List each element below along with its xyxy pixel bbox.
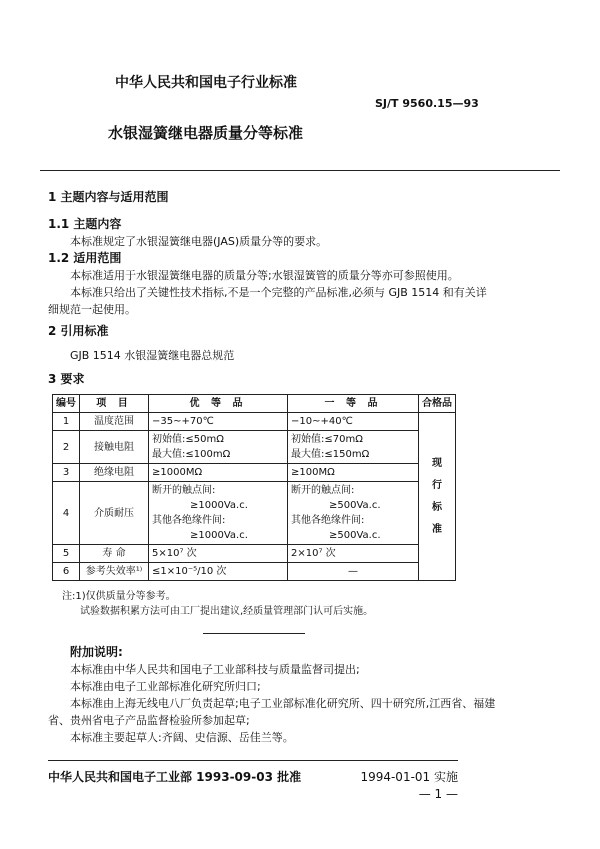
row-number: 4 [53,482,80,545]
table-row [53,545,456,563]
first-grade-cell [288,431,419,464]
cell-line: 断开的触点间: [152,485,216,496]
document-title: 水银湿簧继电器质量分等标准 [108,124,304,142]
appendix-line: 本标准由上海无线电八厂负责起草;电子工业部标准化研究所、四十研究所,江西省、福建 [70,697,496,710]
first-grade-cell [288,563,419,581]
row-item: 接触电阻 [80,431,149,464]
cell-line: ≤1×10⁻⁵/10 次 [152,566,227,577]
footer-rule [48,760,458,761]
cell-line: ≥1000MΩ [152,467,203,478]
effective-date: 1994-01-01 实施 [360,770,458,784]
first-grade-cell [288,482,419,545]
col-header: 编号 [53,395,80,413]
row-item: 寿 命 [80,545,149,563]
section-3-heading: 3 要求 [48,372,85,386]
section-2-heading: 2 引用标准 [48,324,109,338]
row-item: 介质耐压 [80,482,149,545]
cell-line: 其他各绝缘件间: [291,515,365,526]
row-number: 1 [53,413,80,431]
row-item: 温度范围 [80,413,149,431]
qualified-grade-cell [419,413,456,581]
superior-grade-cell [149,482,288,545]
row-item: 绝缘电阻 [80,464,149,482]
appendix-line: 本标准由中华人民共和国电子工业部科技与质量监督司提出; [70,663,360,676]
document-body [48,189,568,803]
appendix-title: 附加说明: [70,645,123,659]
row-number: 3 [53,464,80,482]
superior-grade-cell [149,413,288,431]
row-item: 参考失效率¹⁾ [80,563,149,581]
footer-row [48,769,458,786]
short-divider [203,633,305,634]
paragraph: 本标准规定了水银湿簧继电器(JAS)质量分等的要求。 [70,235,328,248]
table-row [53,563,456,581]
cell-line: 最大值:≤100mΩ [152,449,231,460]
appendix-line: 本标准由电子工业部标准化研究所归口; [70,680,261,693]
cell-line: 其他各绝缘件间: [152,515,226,526]
standard-code: SJ/T 9560.15—93 [375,97,479,110]
col-header: 优 等 品 [149,395,288,413]
qualified-char: 现 [432,457,442,469]
col-header: 合格品 [419,395,456,413]
cell-line: 最大值:≤150mΩ [291,449,370,460]
issuing-org: 中华人民共和国电子行业标准 [115,75,297,91]
section-1-1-heading: 1.1 主题内容 [48,217,122,231]
section-1-heading: 1 主题内容与适用范围 [48,190,169,204]
cell-line: −35~+70℃ [152,416,214,427]
cell-line: 2×10⁷ 次 [291,548,336,559]
superior-grade-cell [149,431,288,464]
first-grade-cell [288,545,419,563]
cell-line: 初始值:≤50mΩ [152,434,224,445]
cell-line: 5×10⁷ 次 [152,548,197,559]
cell-line: 初始值:≤70mΩ [291,434,363,445]
row-number: 6 [53,563,80,581]
table-row [53,413,456,431]
qualified-char: 准 [432,523,442,535]
first-grade-cell [288,413,419,431]
approval-line: 中华人民共和国电子工业部 1993-09-03 批准 [48,770,302,784]
cell-line: — [348,566,358,577]
superior-grade-cell [149,464,288,482]
reference-entry: GJB 1514 水银湿簧继电器总规范 [70,349,235,362]
superior-grade-cell [149,563,288,581]
paragraph: 本标准只给出了关键性技术指标,不是一个完整的产品标准,必须与 GJB 1514 和有关详 [70,286,487,299]
section-1-2-heading: 1.2 适用范围 [48,251,122,265]
table-note: 试验数据积累方法可由工厂提出建议,经质量管理部门认可后实施。 [80,606,374,617]
first-grade-cell [288,464,419,482]
paragraph: 本标准适用于水银湿簧继电器的质量分等;水银湿簧管的质量分等亦可参照使用。 [70,269,459,282]
cell-line: ≥100MΩ [291,467,335,478]
table-row [53,482,456,545]
cell-line: ≥500Va.c. [329,500,381,511]
cell-line: ≥500Va.c. [329,530,381,541]
table-note: 注:1)仅供质量分等参考。 [62,591,176,602]
header-rule [40,170,560,171]
appendix-line: 省、贵州省电子产品监督检验所参加起草; [48,714,250,727]
table-row [53,464,456,482]
paragraph: 细规范一起使用。 [48,303,136,316]
superior-grade-cell [149,545,288,563]
cell-line: ≥1000Va.c. [190,500,248,511]
table-row [53,431,456,464]
appendix-line: 本标准主要起草人:齐阔、史信源、岳佳兰等。 [70,731,294,744]
cell-line: 断开的触点间: [291,485,355,496]
cell-line: −10~+40℃ [291,416,353,427]
requirements-table [52,394,456,581]
row-number: 5 [53,545,80,563]
qualified-char: 行 [432,479,442,491]
col-header: 一 等 品 [288,395,419,413]
col-header: 项 目 [80,395,149,413]
row-number: 2 [53,431,80,464]
page-number: — 1 — [418,787,458,801]
qualified-char: 标 [432,501,442,513]
cell-line: ≥1000Va.c. [190,530,248,541]
table-header-row [53,395,456,413]
